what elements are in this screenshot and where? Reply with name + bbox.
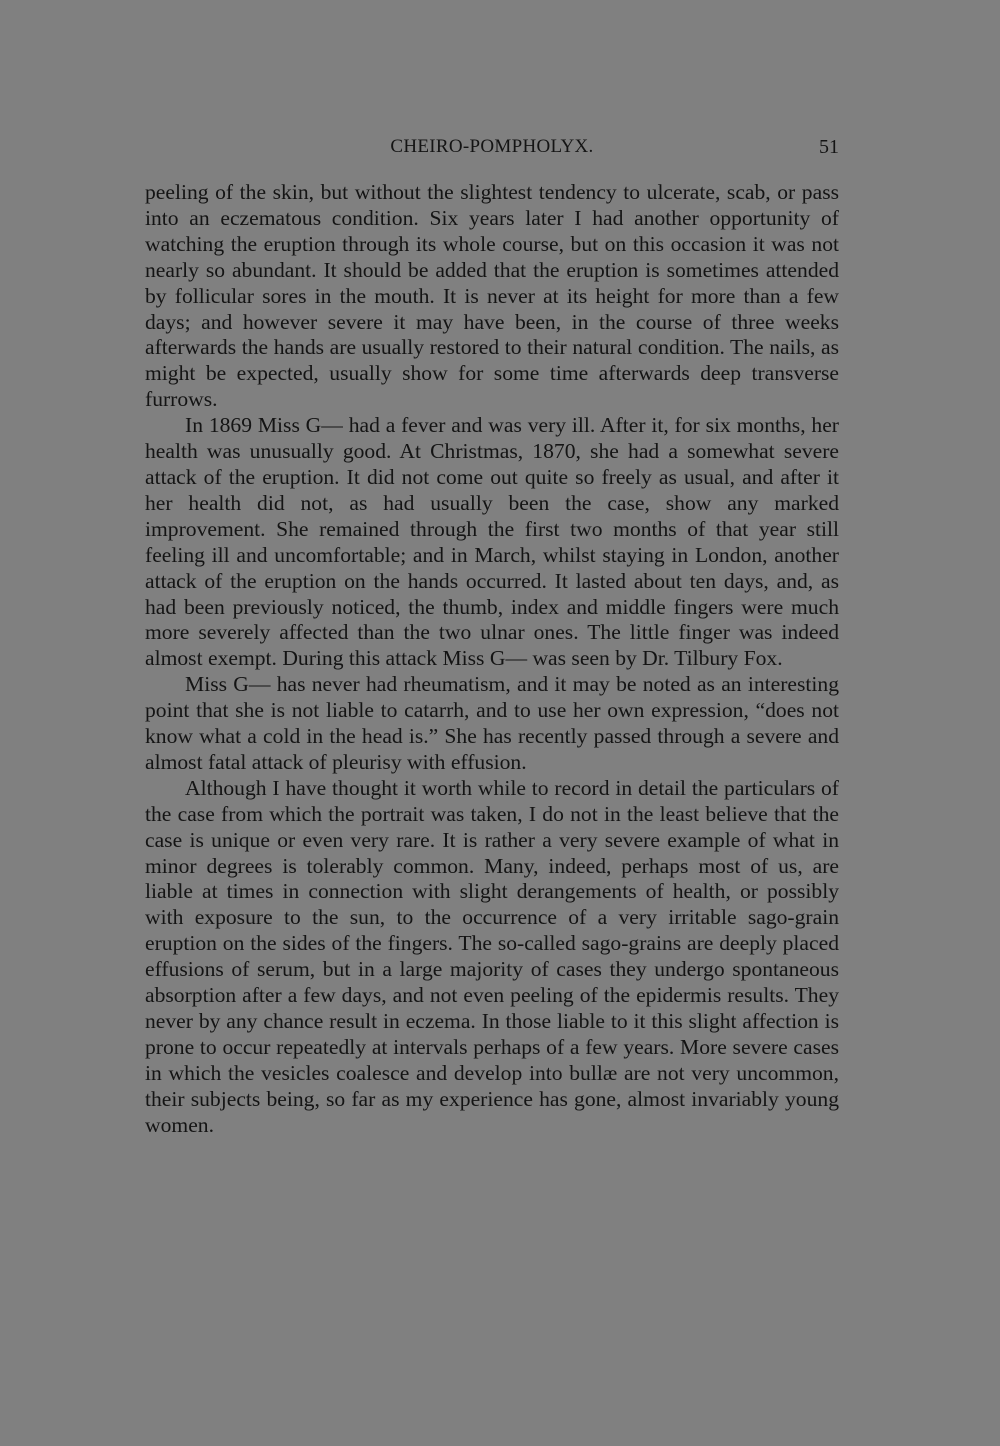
page-number: 51 [819,136,839,158]
paragraph-rheumatism: Miss G— has never had rheumatism, and it may be noted as an interesting point that she is not liable to catarrh, and to use her own expression, “does not know what a cold in the head is.” She has recently passed through a severe and almost fatal attack of pleurisy with effusion. [145,672,839,774]
paragraph-1869-attack: In 1869 Miss G— had a fever and was very ill. After it, for six months, her health was unusually good. At Christmas, 1870, she had a somewhat severe attack of the eruption. It did not come out quite so freely as usual, and after it her health did not, as had usually been the case, show any marked improvement. She remained through the first two months of that year still feeling ill and uncomfortable; and in March, whilst staying in London, another attack of the eruption on the hands occurred. It lasted about ten days, and, as had been previously noticed, the thumb, index and middle fingers were much more severely affected than the two ulnar ones. The little finger was indeed almost exempt. During this attack Miss G— was seen by Dr. Tilbury Fox. [145,413,839,671]
body-text [145,180,839,1139]
running-header [145,136,839,166]
running-title: CHEIRO-POMPHOLYX. [390,136,594,157]
book-page [145,136,839,1139]
paragraph-general-remarks: Although I have thought it worth while to record in detail the particulars of the case from which the portrait was taken, I do not in the least believe that the case is unique or even very rare. It is rather a very severe example of what in minor degrees is tolerably common. Many, indeed, perhaps most of us, are liable at times in connection with slight derangements of health, or possibly with exposure to the sun, to the occurrence of a very irritable sago-grain eruption on the sides of the fingers. The so-called sago-grains are deeply placed effusions of serum, but in a large majority of cases they undergo spontaneous absorption after a few days, and not even peeling of the epidermis results. They never by any chance result in eczema. In those liable to it this slight affection is prone to occur repeatedly at intervals perhaps of a few years. More severe cases in which the vesicles coalesce and develop into bullæ are not very uncommon, their subjects being, so far as my experience has gone, almost invariably young women. [145,775,839,1137]
paragraph-continued: peeling of the skin, but without the slightest tendency to ulcerate, scab, or pass into an eczematous condition. Six years later I had another opportunity of watching the eruption through its whole course, but on this occasion it was not nearly so abundant. It should be added that the eruption is sometimes attended by follicular sores in the mouth. It is never at its height for more than a few days; and however severe it may have been, in the course of three weeks afterwards the hands are usually restored to their natural condition. The nails, as might be expected, usually show for some time afterwards deep transverse furrows. [145,180,839,412]
